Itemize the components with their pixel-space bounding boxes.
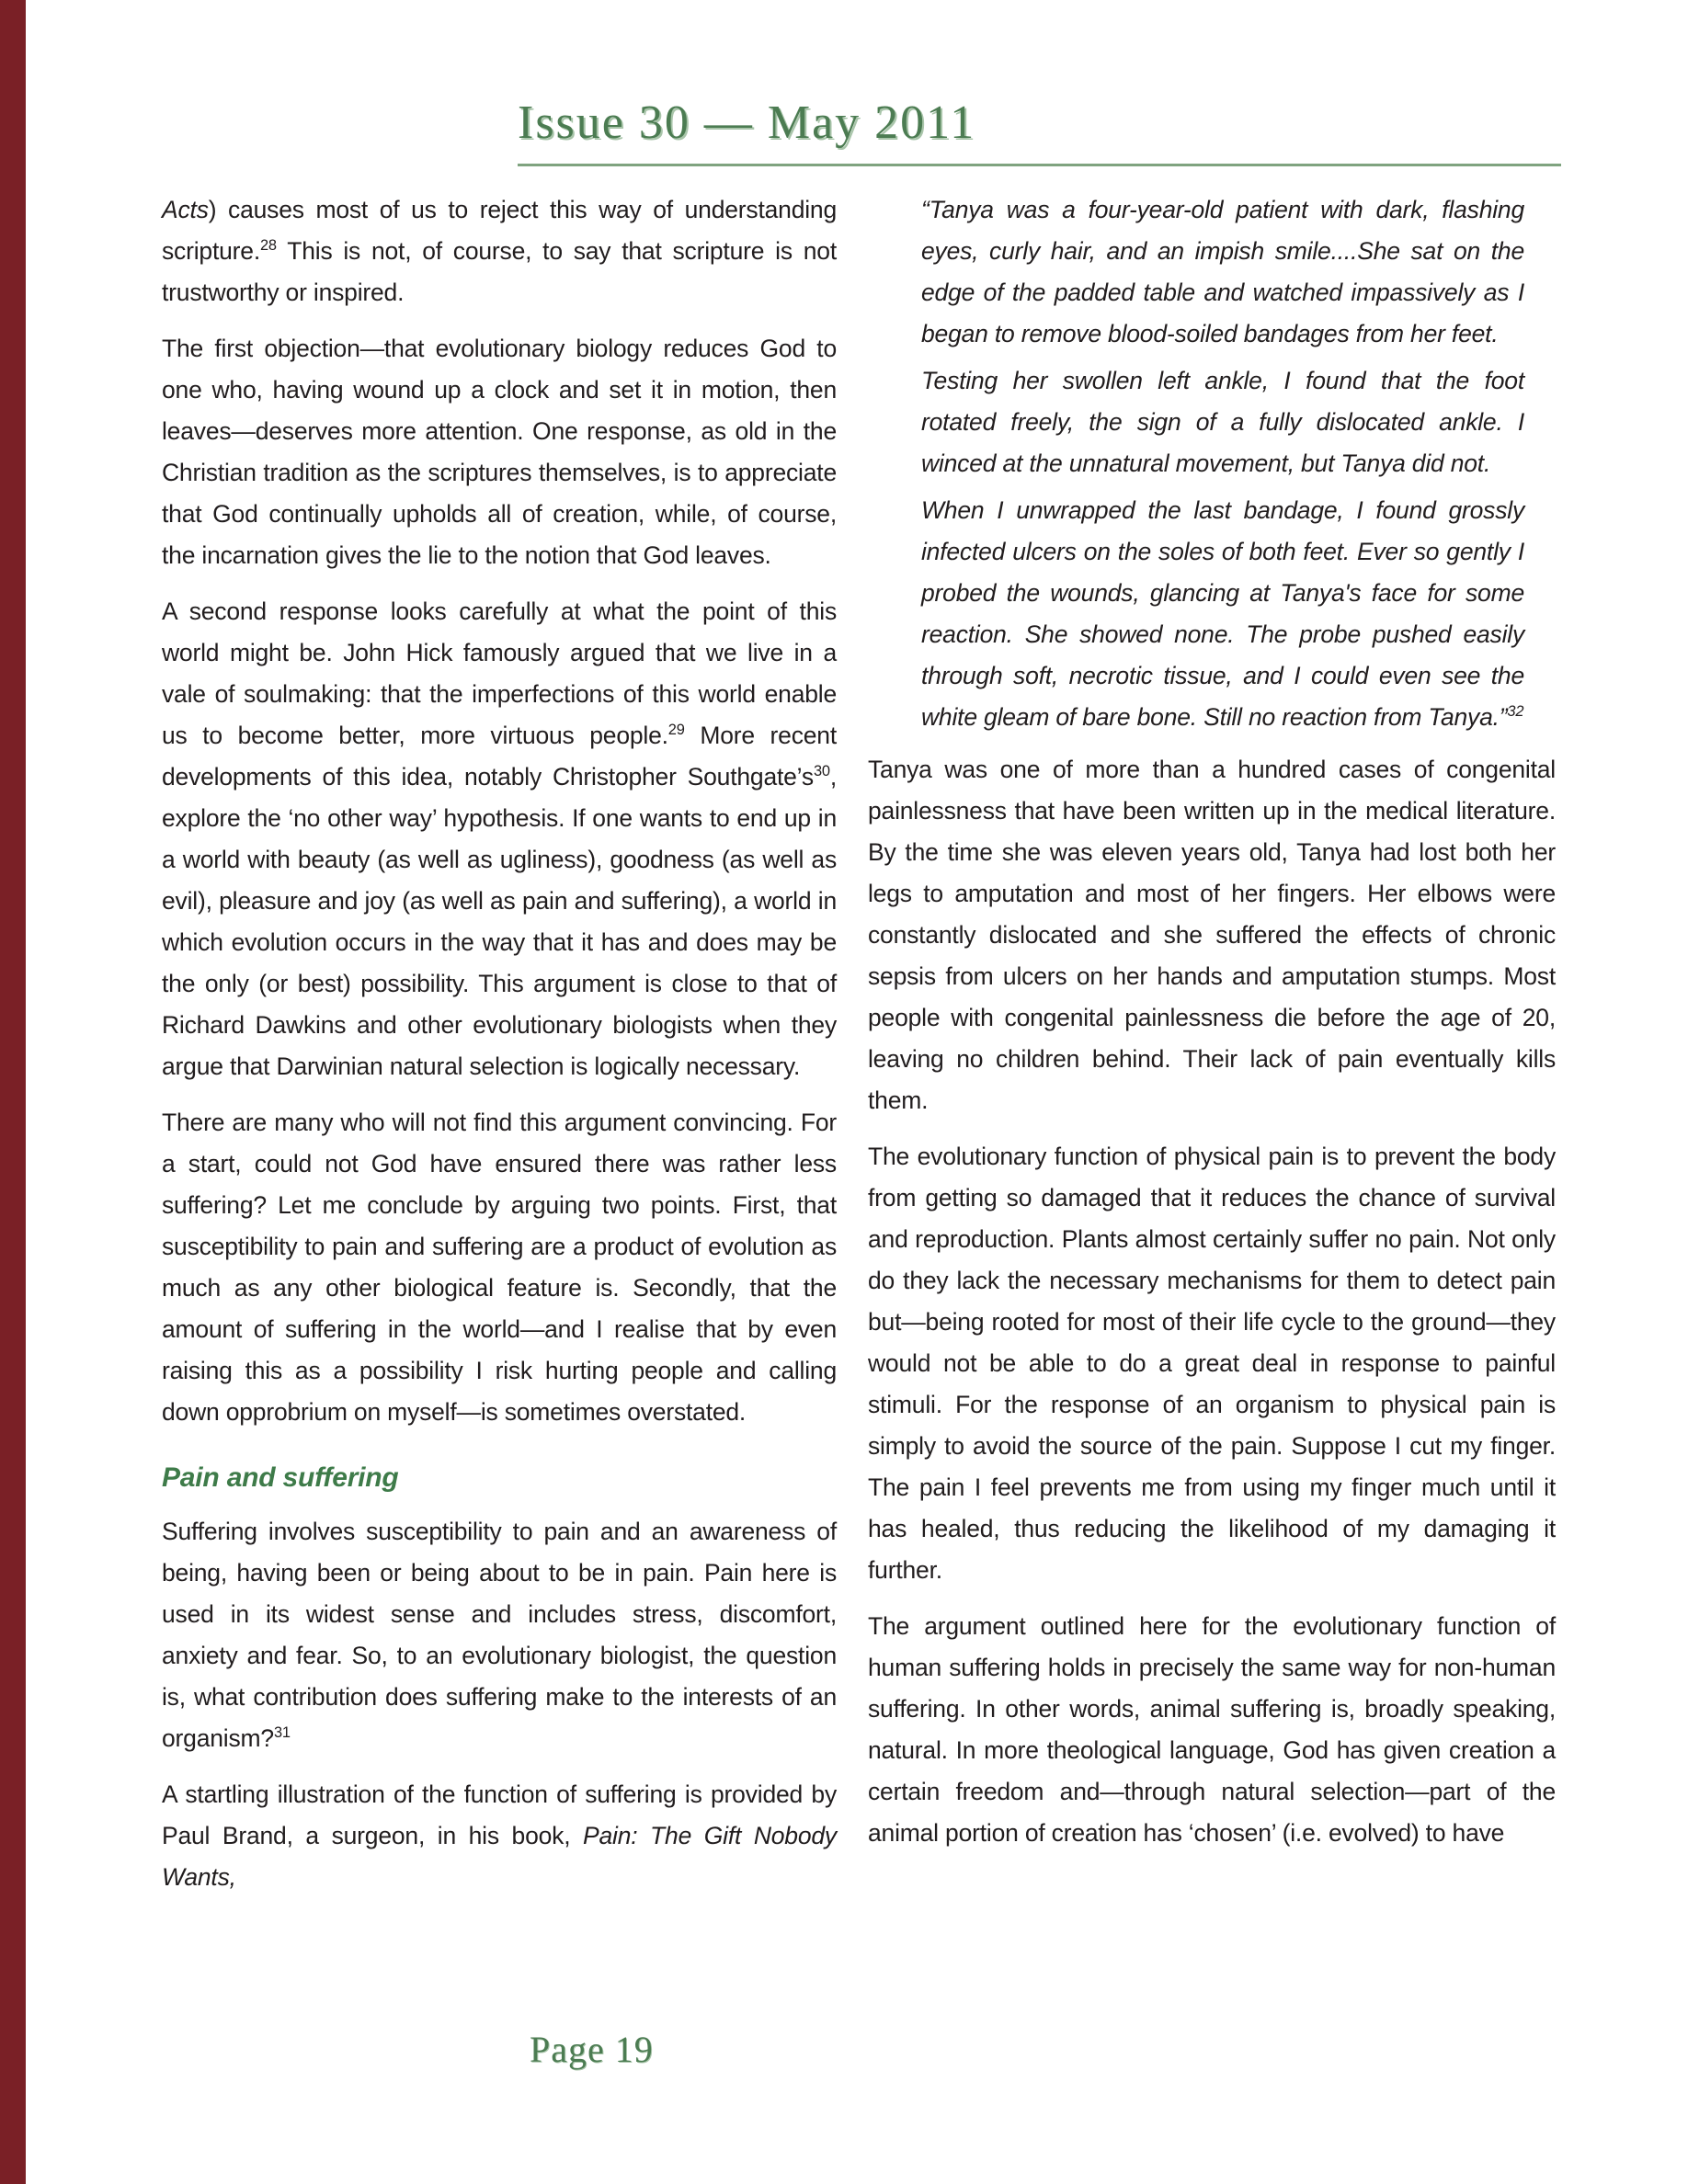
quote-paragraph: “Tanya was a four-year-old patient with dark, flashing eyes, curly hair, and an impish smile....She sat on the edge of the padded table and watched impassively as I began to remove blood-soiled bandages from her feet. (921, 196, 1524, 347)
paragraph: Tanya was one of more than a hundred cases of congenital painlessness that have been written up in the medical literature. By the time she was eleven years old, Tanya had lost both her legs to amputation and most of her fingers. Her elbows were constantly dislocated and she suffered the effects of chronic sepsis from ulcers on her hands and amputation stumps. Most people with congenital painlessness die before the age of 20, leaving no children behind. Their lack of pain eventually kills them. (868, 756, 1556, 1114)
right-column (868, 189, 1556, 1869)
paragraph: There are many who will not find this argument convincing. For a start, could not God have ensured there was rather less suffering? Let me conclude by arguing two points. First, that susceptibility to pain and suffering are a product of evolution as much as any other biological feature is. Secondly, that the amount of suffering in the world—and I realise that by even raising this as a possibility I risk hurting people and calling down opprobrium on myself—is sometimes overstated. (162, 1109, 837, 1426)
paragraph: Suffering involves susceptibility to pain and an awareness of being, having been or being about to be in pain. Pain here is used in its widest sense and includes stress, discomfort, anxiety and fear. So, to an evolutionary biologist, the question is, what contribution does suffering make to the interests of an organism?$^{31}$ (162, 1518, 837, 1752)
footnote-ref-28: 28 (259, 237, 277, 255)
quote-paragraph: When I unwrapped the last bandage, I found grossly infected ulcers on the soles of both feet. Ever so gently I probed the wounds, glancing at Tanya's face for some reaction. She showed none. The probe pushed easily through soft, necrotic tissue, and I could even see the white gleam of bare bone. Still no reaction from Tanya.”$^{32}$ (921, 496, 1524, 731)
book-title-pain-the-gift: Pain: The Gift Nobody Wants, (162, 1822, 837, 1891)
left-column (162, 189, 837, 1913)
paragraph: The first objection—that evolutionary biology reduces God to one who, having wound up a clock and set it in motion, then leaves—deserves more attention. One response, as old in the Christian tradition as the scriptures themselves, is to appreciate that God continually upholds all of creation, while, of course, the incarnation gives the lie to the notion that God leaves. (162, 335, 837, 569)
paragraph: The evolutionary function of physical pain is to prevent the body from getting so damaged that it reduces the chance of survival and reproduction. Plants almost certainly suffer no pain. Not only do they lack the necessary mechanisms for them to detect pain but—being rooted for most of their life cycle to the ground—they would not be able to do a great deal in response to painful stimuli. For the response of an organism to physical pain is simply to avoid the source of the pain. Suppose I cut my finger. The pain I feel prevents me from using my finger much until it has healed, thus reducing the likelihood of my damaging it further. (868, 1143, 1556, 1584)
paragraph: A second response looks carefully at what the point of this world might be. John Hick famously argued that we live in a vale of soulmaking: that the imperfections of this world enable us to become better, more virtuous people.$^{29}$ More recent developments of this idea, notably Christopher Southgate’s$^{30}$, explore the ‘no other way’ hypothesis. If one wants to end up in a world with beauty (as well as ugliness), goodness (as well as evil), pleasure and joy (as well as pain and suffering), a world in which evolution occurs in the way that it has and does may be the only (or best) possibility. This argument is close to that of Richard Dawkins and other evolutionary biologists when they argue that Darwinian natural selection is logically necessary. (162, 597, 837, 1080)
footnote-ref-30: 30 (813, 763, 830, 780)
section-heading-pain-and-suffering: Pain and suffering (162, 1462, 399, 1493)
footnote-ref-32: 32 (1507, 703, 1524, 721)
paragraph: A startling illustration of the function of suffering is provided by Paul Brand, a surgeon, in his book, Pain: The Gift Nobody Wants, (162, 1780, 837, 1891)
footnote-ref-31: 31 (273, 1724, 291, 1742)
page-title: Issue 30 — May 2011 (518, 97, 976, 149)
paragraph: Acts) causes most of us to reject this way of understanding scripture.$^{28}$ This is not, of course, to say that scripture is not trustworthy or inspired. (162, 196, 837, 306)
paragraph: The argument outlined here for the evolutionary function of human suffering holds in precisely the same way for non-human suffering. In other words, animal suffering is, broadly speaking, natural. In more theological language, God has given creation a certain freedom and—through natural selection—part of the animal portion of creation has ‘chosen’ (i.e. evolved) to have (868, 1612, 1556, 1847)
book-title-acts: Acts (162, 196, 209, 223)
left-spine-bar (0, 0, 26, 2184)
footnote-ref-29: 29 (667, 722, 685, 739)
header-rule (518, 164, 1561, 166)
quote-paragraph: Testing her swollen left ankle, I found that the foot rotated freely, the sign of a fully dislocated ankle. I winced at the unnatural movement, but Tanya did not. (921, 367, 1524, 477)
page-number: Page 19 (530, 2029, 654, 2070)
